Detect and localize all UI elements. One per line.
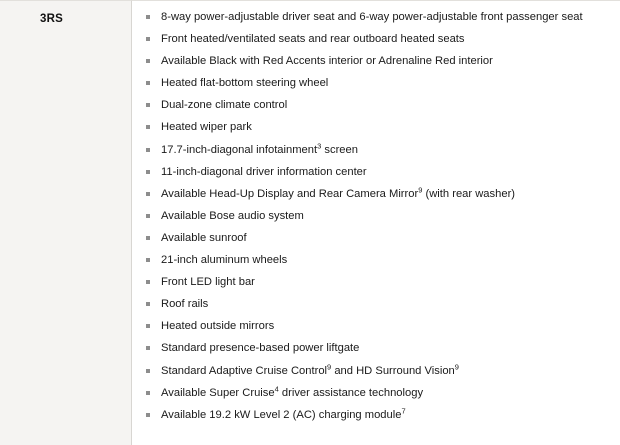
features-column [132,0,620,445]
feature-item [146,383,610,400]
trim-name: 3RS [40,13,63,25]
feature-text: 8-way power-adjustable driver seat and 6-way power-adjustable front passenger seat [161,11,583,23]
feature-text: Front heated/ventilated seats and rear outboard heated seats [161,33,465,46]
feature-list [146,10,610,422]
feature-text-continued: and HD Surround Vision [331,364,455,377]
footnote-marker: 9 [327,361,332,371]
feature-text: Standard presence-based power liftgate [161,342,360,355]
feature-text: Available Bose audio system [161,209,304,222]
feature-item [146,187,610,201]
feature-text: Roof rails [161,298,209,311]
feature-item [146,341,610,355]
feature-text-continued: driver assistance technology [278,386,424,399]
feature-item [146,275,610,289]
square-bullet-icon [146,369,150,373]
feature-item [146,32,610,46]
feature-text: Available 19.2 kW Level 2 (AC) charging module [161,408,402,421]
footnote-marker: 7 [401,405,406,415]
square-bullet-icon [146,324,150,328]
feature-item [146,98,610,112]
footnote-marker: 9 [418,185,423,195]
square-bullet-icon [146,37,150,41]
feature-item [146,405,610,422]
square-bullet-icon [146,125,150,129]
feature-text: Standard Adaptive Cruise Control [161,364,328,377]
feature-text: 11-inch-diagonal driver information center [161,165,367,178]
feature-text: Available Super Cruise [161,386,275,399]
feature-text: Available sunroof [161,231,247,244]
feature-text: Dual-zone climate control [161,99,288,112]
square-bullet-icon [146,258,150,262]
feature-text: Available Head-Up Display and Rear Camera Mirror [161,187,419,200]
feature-text: Front LED light bar [161,276,255,289]
feature-text: Available Black with Red Accents interior or Adrenaline Red interior [161,55,493,68]
square-bullet-icon [146,192,150,196]
feature-item [146,361,610,378]
square-bullet-icon [146,103,150,107]
feature-item [146,209,610,223]
feature-text: 21-inch aluminum wheels [161,254,288,267]
feature-item [146,140,610,157]
feature-item [146,253,610,267]
feature-text: 17.7-inch-diagonal infotainment [161,143,318,156]
square-bullet-icon [146,81,150,85]
square-bullet-icon [146,413,150,417]
feature-item [146,120,610,134]
feature-item [146,297,610,311]
square-bullet-icon [146,59,150,63]
square-bullet-icon [146,170,150,174]
feature-text: Heated wiper park [161,121,252,134]
feature-item [146,231,610,245]
square-bullet-icon [146,148,150,152]
feature-item [146,319,610,333]
feature-item [146,54,610,68]
square-bullet-icon [146,391,150,395]
square-bullet-icon [146,280,150,284]
footnote-marker: 4 [274,383,279,393]
square-bullet-icon [146,214,150,218]
square-bullet-icon [146,15,150,19]
feature-item [146,76,610,90]
square-bullet-icon [146,236,150,240]
footnote-marker: 3 [317,140,322,150]
feature-text-continued: screen [321,143,358,156]
feature-text-continued: (with rear washer) [422,187,516,200]
feature-text: Heated outside mirrors [161,320,275,333]
feature-item [146,165,610,179]
feature-item [146,10,610,24]
feature-text: Heated flat-bottom steering wheel [161,77,329,90]
square-bullet-icon [146,302,150,306]
trim-column [0,0,132,445]
footnote-marker: 9 [454,361,459,371]
square-bullet-icon [146,346,150,350]
